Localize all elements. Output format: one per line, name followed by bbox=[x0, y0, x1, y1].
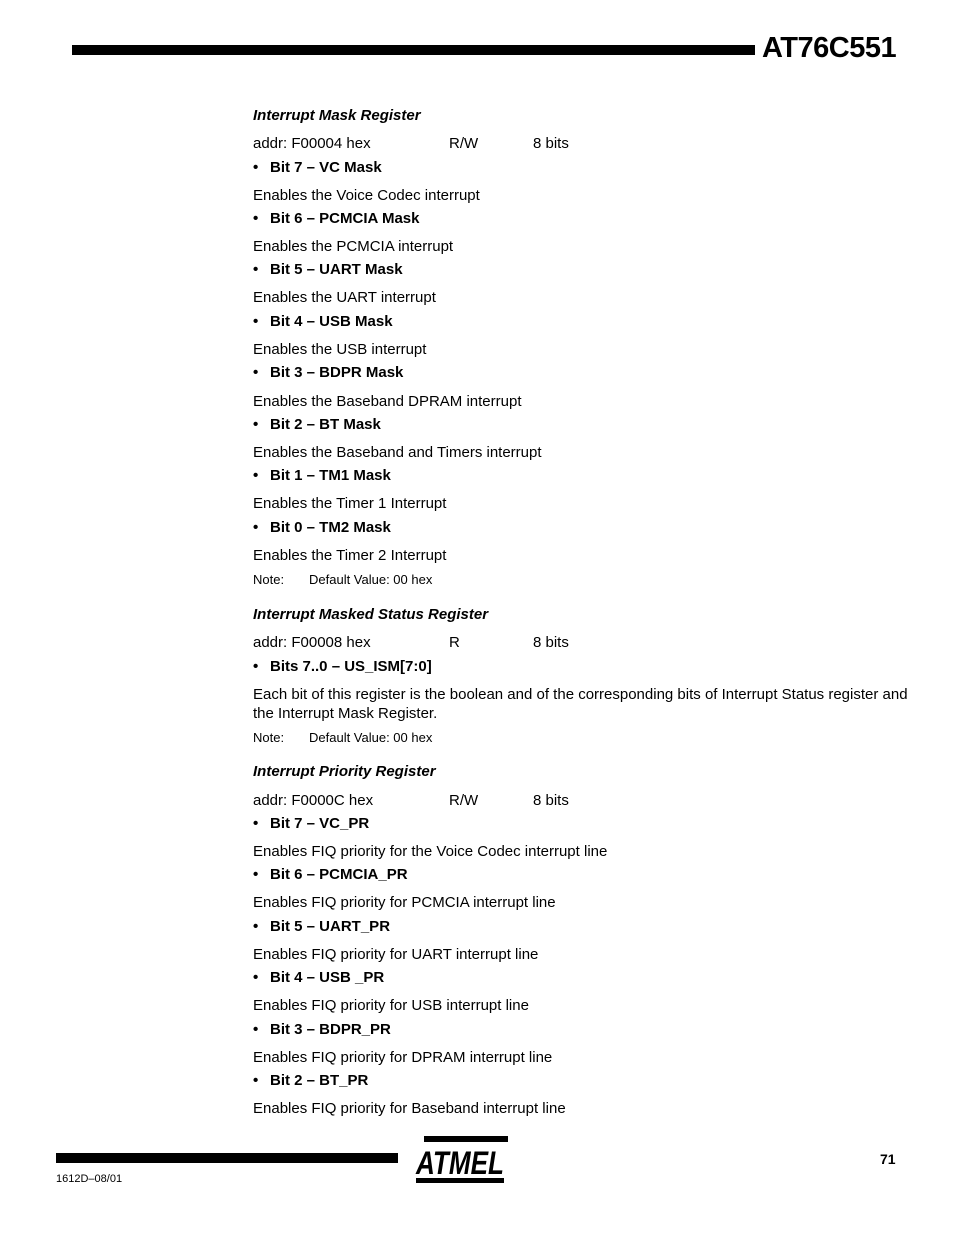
priority-register-size: 8 bits bbox=[533, 792, 569, 809]
mask-bit-4: • Bit 4 – USB Mask bbox=[253, 313, 393, 330]
mask-register-addr: addr: F00004 hex bbox=[253, 135, 371, 152]
mask-register-addr-row bbox=[253, 135, 653, 153]
priority-bit-2-desc: Enables FIQ priority for Baseband interrupt line bbox=[253, 1100, 566, 1117]
priority-bit-7-desc: Enables FIQ priority for the Voice Codec interrupt line bbox=[253, 843, 608, 860]
priority-bit-6: • Bit 6 – PCMCIA_PR bbox=[253, 866, 408, 883]
mask-bit-3-desc: Enables the Baseband DPRAM interrupt bbox=[253, 393, 522, 410]
mask-bit-0-desc: Enables the Timer 2 Interrupt bbox=[253, 547, 447, 564]
masked-status-access: R bbox=[449, 634, 460, 651]
atmel-logo-text: ATMEL bbox=[415, 1145, 504, 1181]
priority-register-addr: addr: F0000C hex bbox=[253, 792, 374, 809]
masked-status-desc: Each bit of this register is the boolean and of the corresponding bits of Interrupt Status register and the Interrupt Mask Register. bbox=[253, 686, 908, 722]
priority-register-access: R/W bbox=[449, 792, 479, 809]
masked-status-heading: Interrupt Masked Status Register bbox=[253, 606, 489, 623]
priority-bit-3-desc: Enables FIQ priority for DPRAM interrupt line bbox=[253, 1049, 553, 1066]
priority-bit-4-desc: Enables FIQ priority for USB interrupt line bbox=[253, 997, 529, 1014]
masked-status-size: 8 bits bbox=[533, 634, 569, 651]
mask-bit-5-desc: Enables the UART interrupt bbox=[253, 289, 436, 306]
mask-bit-5: • Bit 5 – UART Mask bbox=[253, 261, 403, 278]
mask-register-note: Note: Default Value: 00 hex bbox=[253, 572, 433, 587]
masked-status-addr: addr: F00008 hex bbox=[253, 634, 371, 651]
mask-bit-6: • Bit 6 – PCMCIA Mask bbox=[253, 210, 420, 227]
priority-bit-5-desc: Enables FIQ priority for UART interrupt line bbox=[253, 946, 539, 963]
masked-status-bits: • Bits 7..0 – US_ISM[7:0] bbox=[253, 658, 432, 675]
mask-bit-0: • Bit 0 – TM2 Mask bbox=[253, 519, 391, 536]
priority-bit-6-desc: Enables FIQ priority for PCMCIA interrupt line bbox=[253, 894, 556, 911]
mask-register-size: 8 bits bbox=[533, 135, 569, 152]
header-rule bbox=[72, 45, 755, 55]
mask-bit-1-desc: Enables the Timer 1 Interrupt bbox=[253, 495, 447, 512]
mask-bit-2-desc: Enables the Baseband and Timers interrupt bbox=[253, 444, 542, 461]
footer-rule bbox=[56, 1153, 398, 1163]
document-code: 1612D–08/01 bbox=[56, 1173, 123, 1185]
mask-register-access: R/W bbox=[449, 135, 479, 152]
atmel-logo bbox=[410, 1136, 510, 1184]
page-number: 71 bbox=[880, 1151, 896, 1167]
mask-bit-1: • Bit 1 – TM1 Mask bbox=[253, 467, 391, 484]
priority-bit-3: • Bit 3 – BDPR_PR bbox=[253, 1021, 391, 1038]
masked-status-addr-row bbox=[253, 634, 653, 652]
mask-register-heading: Interrupt Mask Register bbox=[253, 107, 421, 124]
priority-register-addr-row bbox=[253, 792, 653, 810]
mask-bit-4-desc: Enables the USB interrupt bbox=[253, 341, 427, 358]
mask-bit-3: • Bit 3 – BDPR Mask bbox=[253, 364, 404, 381]
priority-register-heading: Interrupt Priority Register bbox=[253, 763, 436, 780]
priority-bit-4: • Bit 4 – USB _PR bbox=[253, 969, 385, 986]
masked-status-note: Note: Default Value: 00 hex bbox=[253, 730, 433, 745]
priority-bit-7: • Bit 7 – VC_PR bbox=[253, 815, 370, 832]
document-title: AT76C551 bbox=[762, 32, 897, 64]
priority-bit-5: • Bit 5 – UART_PR bbox=[253, 918, 391, 935]
mask-bit-7-desc: Enables the Voice Codec interrupt bbox=[253, 187, 480, 204]
mask-bit-6-desc: Enables the PCMCIA interrupt bbox=[253, 238, 454, 255]
mask-bit-7: • Bit 7 – VC Mask bbox=[253, 159, 382, 176]
priority-bit-2: • Bit 2 – BT_PR bbox=[253, 1072, 369, 1089]
mask-bit-2: • Bit 2 – BT Mask bbox=[253, 416, 381, 433]
